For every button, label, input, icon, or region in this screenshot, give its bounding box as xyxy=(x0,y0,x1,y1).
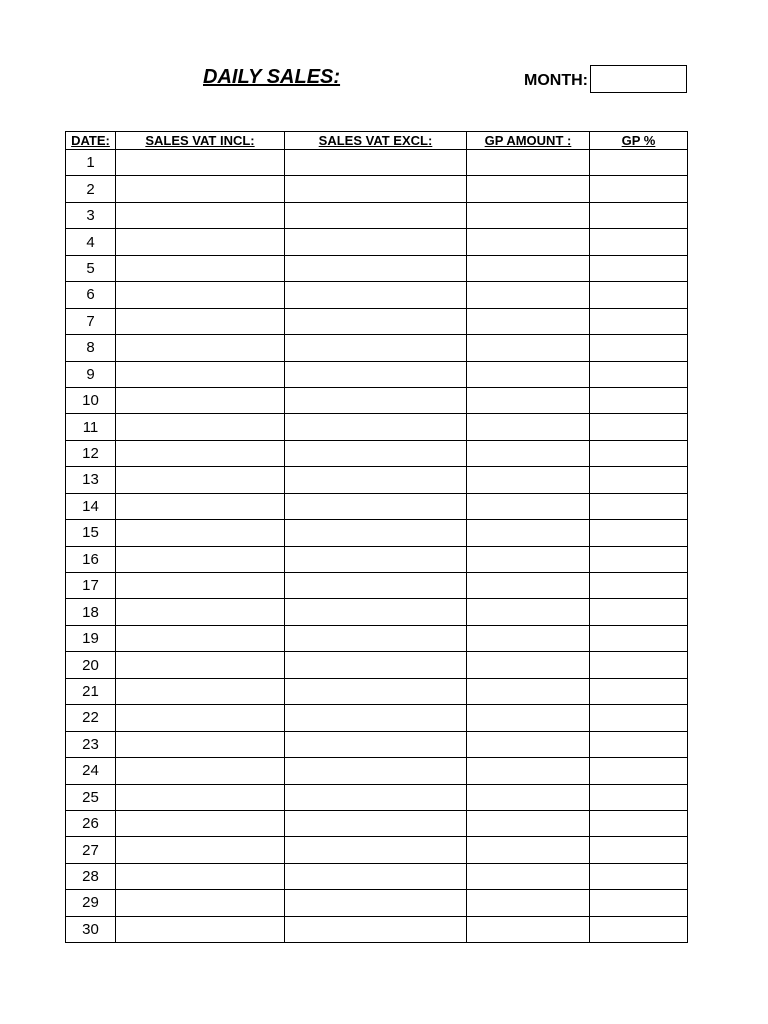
gp-amount-cell[interactable] xyxy=(467,387,590,413)
sales-vat-excl-cell[interactable] xyxy=(285,731,467,757)
sales-vat-incl-cell[interactable] xyxy=(116,335,285,361)
table-row xyxy=(66,255,688,281)
gp-percent-cell[interactable] xyxy=(590,150,688,176)
gp-amount-cell[interactable] xyxy=(467,599,590,625)
month-label: MONTH: xyxy=(524,72,588,89)
column-header-date: DATE: xyxy=(66,132,116,150)
date-cell: 17 xyxy=(66,573,116,599)
sales-vat-excl-cell[interactable] xyxy=(285,440,467,466)
date-cell: 19 xyxy=(66,625,116,651)
table-row xyxy=(66,916,688,942)
gp-percent-cell[interactable] xyxy=(590,255,688,281)
sales-vat-incl-cell[interactable] xyxy=(116,678,285,704)
gp-percent-cell[interactable] xyxy=(590,202,688,228)
sales-vat-incl-cell[interactable] xyxy=(116,625,285,651)
table-row xyxy=(66,520,688,546)
sales-vat-excl-cell[interactable] xyxy=(285,255,467,281)
sales-vat-excl-cell[interactable] xyxy=(285,229,467,255)
sales-vat-excl-cell[interactable] xyxy=(285,308,467,334)
date-cell: 20 xyxy=(66,652,116,678)
sales-vat-incl-cell[interactable] xyxy=(116,176,285,202)
sales-vat-incl-cell[interactable] xyxy=(116,916,285,942)
date-cell: 26 xyxy=(66,810,116,836)
date-cell: 16 xyxy=(66,546,116,572)
table-row xyxy=(66,440,688,466)
gp-amount-cell[interactable] xyxy=(467,308,590,334)
sales-vat-incl-cell[interactable] xyxy=(116,255,285,281)
gp-percent-cell[interactable] xyxy=(590,440,688,466)
gp-amount-cell[interactable] xyxy=(467,255,590,281)
date-cell: 1 xyxy=(66,150,116,176)
gp-percent-cell[interactable] xyxy=(590,308,688,334)
sales-vat-incl-cell[interactable] xyxy=(116,414,285,440)
sales-vat-incl-cell[interactable] xyxy=(116,863,285,889)
sales-vat-incl-cell[interactable] xyxy=(116,467,285,493)
table-row xyxy=(66,810,688,836)
table-row xyxy=(66,229,688,255)
sales-vat-excl-cell[interactable] xyxy=(285,758,467,784)
sales-vat-incl-cell[interactable] xyxy=(116,890,285,916)
sales-vat-incl-cell[interactable] xyxy=(116,202,285,228)
gp-percent-cell[interactable] xyxy=(590,176,688,202)
sales-vat-incl-cell[interactable] xyxy=(116,229,285,255)
gp-amount-cell[interactable] xyxy=(467,625,590,651)
sales-vat-incl-cell[interactable] xyxy=(116,440,285,466)
gp-amount-cell[interactable] xyxy=(467,731,590,757)
date-cell: 24 xyxy=(66,758,116,784)
table-row xyxy=(66,863,688,889)
table-row xyxy=(66,599,688,625)
sales-vat-excl-cell[interactable] xyxy=(285,546,467,572)
table-row xyxy=(66,150,688,176)
column-header-sales-vat-incl: SALES VAT INCL: xyxy=(116,132,285,150)
gp-amount-cell[interactable] xyxy=(467,652,590,678)
date-cell: 18 xyxy=(66,599,116,625)
sales-vat-incl-cell[interactable] xyxy=(116,150,285,176)
gp-amount-cell[interactable] xyxy=(467,414,590,440)
table-row xyxy=(66,652,688,678)
sales-vat-incl-cell[interactable] xyxy=(116,520,285,546)
gp-percent-cell[interactable] xyxy=(590,546,688,572)
sales-vat-incl-cell[interactable] xyxy=(116,308,285,334)
sales-vat-incl-cell[interactable] xyxy=(116,731,285,757)
sales-vat-excl-cell[interactable] xyxy=(285,837,467,863)
sales-vat-incl-cell[interactable] xyxy=(116,705,285,731)
gp-amount-cell[interactable] xyxy=(467,282,590,308)
gp-amount-cell[interactable] xyxy=(467,335,590,361)
sales-vat-incl-cell[interactable] xyxy=(116,758,285,784)
date-cell: 6 xyxy=(66,282,116,308)
gp-percent-cell[interactable] xyxy=(590,837,688,863)
date-cell: 22 xyxy=(66,705,116,731)
sales-vat-excl-cell[interactable] xyxy=(285,202,467,228)
gp-percent-cell[interactable] xyxy=(590,335,688,361)
table-row xyxy=(66,546,688,572)
date-cell: 27 xyxy=(66,837,116,863)
sales-vat-excl-cell[interactable] xyxy=(285,810,467,836)
sales-vat-excl-cell[interactable] xyxy=(285,520,467,546)
date-cell: 28 xyxy=(66,863,116,889)
gp-percent-cell[interactable] xyxy=(590,520,688,546)
table-row xyxy=(66,705,688,731)
sales-vat-excl-cell[interactable] xyxy=(285,467,467,493)
table-row xyxy=(66,414,688,440)
gp-amount-cell[interactable] xyxy=(467,361,590,387)
date-cell: 13 xyxy=(66,467,116,493)
gp-amount-cell[interactable] xyxy=(467,916,590,942)
sales-vat-excl-cell[interactable] xyxy=(285,335,467,361)
table-row xyxy=(66,731,688,757)
column-header-gp-amount: GP AMOUNT : xyxy=(467,132,590,150)
date-cell: 7 xyxy=(66,308,116,334)
gp-amount-cell[interactable] xyxy=(467,784,590,810)
header-row xyxy=(66,132,688,150)
gp-amount-cell[interactable] xyxy=(467,520,590,546)
sales-vat-incl-cell[interactable] xyxy=(116,810,285,836)
sales-vat-excl-cell[interactable] xyxy=(285,705,467,731)
gp-percent-cell[interactable] xyxy=(590,467,688,493)
sales-vat-excl-cell[interactable] xyxy=(285,784,467,810)
column-header-sales-vat-excl: SALES VAT EXCL: xyxy=(285,132,467,150)
sales-vat-excl-cell[interactable] xyxy=(285,890,467,916)
gp-amount-cell[interactable] xyxy=(467,202,590,228)
daily-sales-table xyxy=(65,131,688,943)
sales-vat-excl-cell[interactable] xyxy=(285,493,467,519)
gp-percent-cell[interactable] xyxy=(590,229,688,255)
gp-percent-cell[interactable] xyxy=(590,890,688,916)
table-row xyxy=(66,176,688,202)
gp-percent-cell[interactable] xyxy=(590,731,688,757)
date-cell: 30 xyxy=(66,916,116,942)
gp-amount-cell[interactable] xyxy=(467,890,590,916)
table-row xyxy=(66,837,688,863)
gp-amount-cell[interactable] xyxy=(467,467,590,493)
gp-amount-cell[interactable] xyxy=(467,229,590,255)
gp-amount-cell[interactable] xyxy=(467,150,590,176)
gp-percent-cell[interactable] xyxy=(590,916,688,942)
gp-percent-cell[interactable] xyxy=(590,678,688,704)
gp-amount-cell[interactable] xyxy=(467,546,590,572)
sales-vat-incl-cell[interactable] xyxy=(116,493,285,519)
gp-percent-cell[interactable] xyxy=(590,573,688,599)
sales-vat-incl-cell[interactable] xyxy=(116,282,285,308)
sales-vat-incl-cell[interactable] xyxy=(116,599,285,625)
gp-amount-cell[interactable] xyxy=(467,705,590,731)
gp-percent-cell[interactable] xyxy=(590,758,688,784)
table-row xyxy=(66,335,688,361)
date-cell: 10 xyxy=(66,387,116,413)
month-field[interactable] xyxy=(590,65,687,93)
column-header-gp-percent: GP % xyxy=(590,132,688,150)
sales-vat-incl-cell[interactable] xyxy=(116,361,285,387)
table-row xyxy=(66,361,688,387)
sales-vat-excl-cell[interactable] xyxy=(285,414,467,440)
sales-vat-incl-cell[interactable] xyxy=(116,652,285,678)
sales-vat-incl-cell[interactable] xyxy=(116,837,285,863)
gp-percent-cell[interactable] xyxy=(590,282,688,308)
table-row xyxy=(66,678,688,704)
sales-vat-incl-cell[interactable] xyxy=(116,546,285,572)
sales-vat-excl-cell[interactable] xyxy=(285,599,467,625)
sales-vat-excl-cell[interactable] xyxy=(285,652,467,678)
date-cell: 21 xyxy=(66,678,116,704)
table-row xyxy=(66,573,688,599)
date-cell: 29 xyxy=(66,890,116,916)
date-cell: 8 xyxy=(66,335,116,361)
gp-amount-cell[interactable] xyxy=(467,440,590,466)
table-row xyxy=(66,308,688,334)
date-cell: 14 xyxy=(66,493,116,519)
table-row xyxy=(66,784,688,810)
page-title: DAILY SALES: xyxy=(203,66,341,88)
sales-vat-excl-cell[interactable] xyxy=(285,387,467,413)
sales-vat-excl-cell[interactable] xyxy=(285,625,467,651)
gp-percent-cell[interactable] xyxy=(590,599,688,625)
date-cell: 5 xyxy=(66,255,116,281)
sales-vat-excl-cell[interactable] xyxy=(285,916,467,942)
table-row xyxy=(66,467,688,493)
gp-amount-cell[interactable] xyxy=(467,863,590,889)
gp-amount-cell[interactable] xyxy=(467,176,590,202)
gp-amount-cell[interactable] xyxy=(467,810,590,836)
date-cell: 2 xyxy=(66,176,116,202)
date-cell: 15 xyxy=(66,520,116,546)
date-cell: 25 xyxy=(66,784,116,810)
sales-vat-excl-cell[interactable] xyxy=(285,282,467,308)
gp-percent-cell[interactable] xyxy=(590,625,688,651)
table-row xyxy=(66,387,688,413)
date-cell: 12 xyxy=(66,440,116,466)
date-cell: 11 xyxy=(66,414,116,440)
gp-percent-cell[interactable] xyxy=(590,493,688,519)
table-row xyxy=(66,202,688,228)
gp-percent-cell[interactable] xyxy=(590,414,688,440)
sales-vat-excl-cell[interactable] xyxy=(285,678,467,704)
gp-percent-cell[interactable] xyxy=(590,863,688,889)
gp-percent-cell[interactable] xyxy=(590,652,688,678)
sales-vat-incl-cell[interactable] xyxy=(116,784,285,810)
sales-vat-excl-cell[interactable] xyxy=(285,150,467,176)
gp-amount-cell[interactable] xyxy=(467,758,590,784)
date-cell: 9 xyxy=(66,361,116,387)
gp-percent-cell[interactable] xyxy=(590,387,688,413)
sales-vat-incl-cell[interactable] xyxy=(116,387,285,413)
gp-percent-cell[interactable] xyxy=(590,361,688,387)
gp-amount-cell[interactable] xyxy=(467,678,590,704)
table-row xyxy=(66,282,688,308)
sales-vat-excl-cell[interactable] xyxy=(285,176,467,202)
gp-percent-cell[interactable] xyxy=(590,784,688,810)
sales-vat-incl-cell[interactable] xyxy=(116,573,285,599)
sales-vat-excl-cell[interactable] xyxy=(285,863,467,889)
date-cell: 23 xyxy=(66,731,116,757)
sales-vat-excl-cell[interactable] xyxy=(285,361,467,387)
gp-amount-cell[interactable] xyxy=(467,573,590,599)
gp-amount-cell[interactable] xyxy=(467,493,590,519)
sales-vat-excl-cell[interactable] xyxy=(285,573,467,599)
date-cell: 4 xyxy=(66,229,116,255)
gp-amount-cell[interactable] xyxy=(467,837,590,863)
table-row xyxy=(66,890,688,916)
table-row xyxy=(66,758,688,784)
table-row xyxy=(66,493,688,519)
gp-percent-cell[interactable] xyxy=(590,705,688,731)
table-row xyxy=(66,625,688,651)
date-cell: 3 xyxy=(66,202,116,228)
gp-percent-cell[interactable] xyxy=(590,810,688,836)
